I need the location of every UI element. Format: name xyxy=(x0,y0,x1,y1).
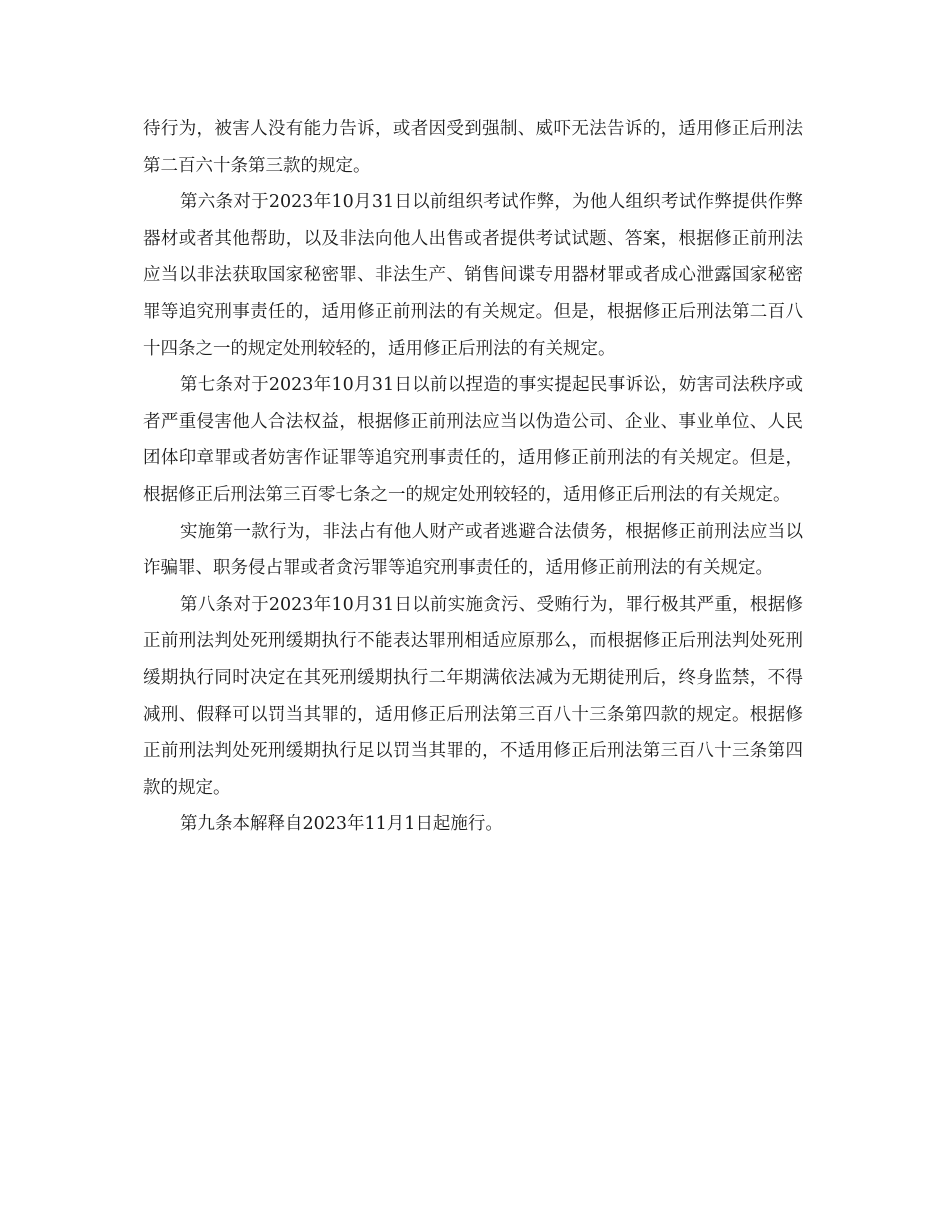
paragraph-article-7: 第七条对于2023年10月31日以前以捏造的事实提起民事诉讼，妨害司法秩序或者严重侵害他人合法权益，根据修正前刑法应当以伪造公司、企业、事业单位、人民团体印章罪或者妨害作证罪等追究刑事责任的，适用修正前刑法的有关规定。但是，根据修正后刑法第三百零七条之一的规定处刑较轻的，适用修正后刑法的有关规定。 xyxy=(143,375,803,505)
paragraph-article-7-clause-2: 实施第一款行为，非法占有他人财产或者逃避合法债务，根据修正前刑法应当以诈骗罪、职务侵占罪或者贪污罪等追究刑事责任的，适用修正前刑法的有关规定。 xyxy=(143,521,803,579)
paragraph-article-8: 第八条对于2023年10月31日以前实施贪污、受贿行为，罪行极其严重，根据修正前刑法判处死刑缓期执行不能表达罪刑相适应原那么，而根据修正后刑法判处死刑缓期执行同时决定在其死刑缓期执行二年期满依法减为无期徒刑后，终身监禁，不得减刑、假释可以罚当其罪的，适用修正后刑法第三百八十三条第四款的规定。根据修正前刑法判处死刑缓期执行足以罚当其罪的，不适用修正后刑法第三百八十三条第四款的规定。 xyxy=(143,594,803,798)
paragraph-article-6: 第六条对于2023年10月31日以前组织考试作弊，为他人组织考试作弊提供作弊器材或者其他帮助，以及非法向他人出售或者提供考试试题、答案，根据修正前刑法应当以非法获取国家秘密罪、非法生产、销售间谍专用器材罪或者成心泄露国家秘密罪等追究刑事责任的，适用修正前刑法的有关规定。但是，根据修正后刑法第二百八十四条之一的规定处刑较轻的，适用修正后刑法的有关规定。 xyxy=(143,192,803,359)
paragraph-continuation: 待行为，被害人没有能力告诉，或者因受到强制、威吓无法告诉的，适用修正后刑法第二百六十条第三款的规定。 xyxy=(143,119,803,176)
paragraph-article-9: 第九条本解释自2023年11月1日起施行。 xyxy=(180,814,503,835)
document-body xyxy=(143,111,803,843)
